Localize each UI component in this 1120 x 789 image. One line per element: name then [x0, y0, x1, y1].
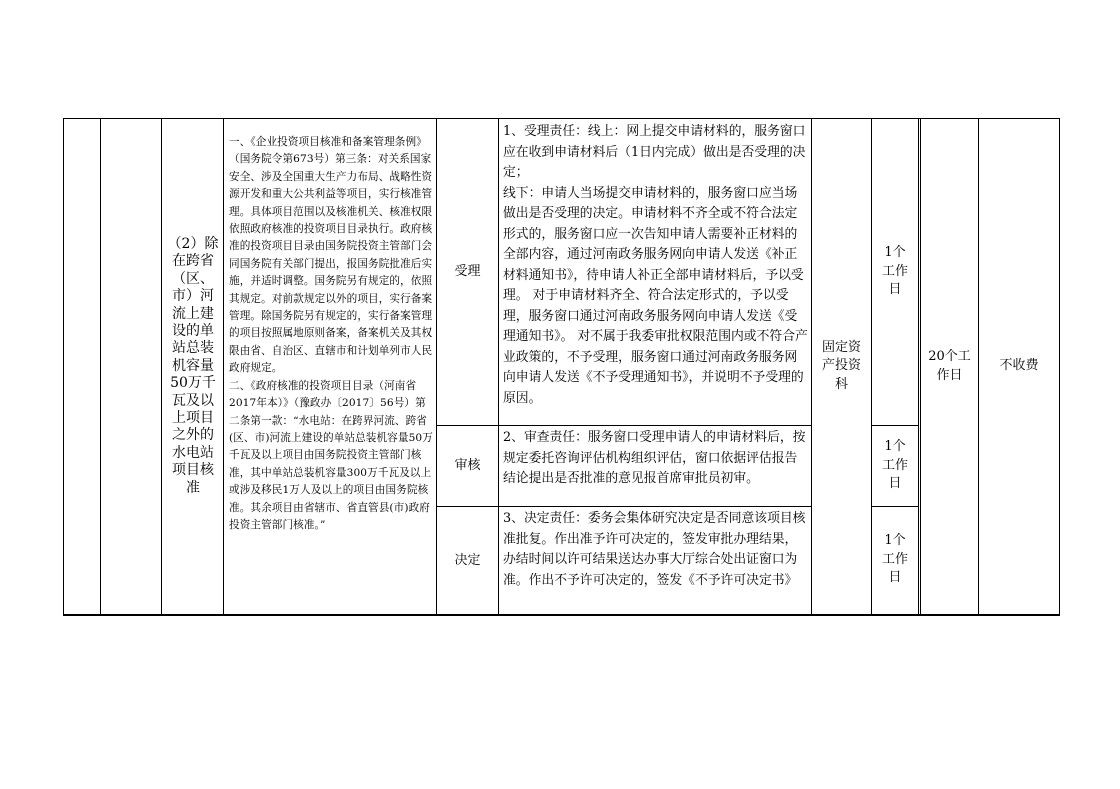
column-divider	[100, 118, 101, 615]
stage-name-decision: 决定	[454, 552, 481, 568]
stage-time-review: 1个 工作 日	[881, 439, 908, 491]
row-divider	[871, 506, 919, 507]
row-divider	[871, 425, 919, 426]
column-divider	[223, 118, 224, 615]
item-name	[166, 118, 220, 615]
item-name-text: （2）除在跨省（区、市）河流上建设的单站总装机容量50万千瓦及以上项目之外的水电站项目核准	[167, 235, 219, 496]
stage-name-review: 审核	[454, 458, 481, 473]
fee-status: 不收费	[999, 358, 1039, 374]
table-border-left	[63, 118, 64, 615]
table-border-right	[1059, 118, 1060, 615]
column-divider	[498, 118, 499, 615]
stage-duty-decision: 3、决定责任：委务会集体研究决定是否同意该项目核准批复。作出准予许可决定的，签发审批办理结果，办结时间以许可结果送达办事大厅综合处出证窗口为准。作出不予许可决定的，签发《不予许可决定书》	[503, 511, 806, 588]
stage-name-accept: 受理	[454, 263, 481, 279]
responsible-office: 固定资 产投资 科	[821, 339, 861, 392]
total-time-limit: 20个工 作日	[928, 349, 971, 383]
column-divider	[918, 118, 919, 615]
column-divider	[161, 118, 162, 615]
stage-time-decision: 1个 工作 日	[881, 533, 908, 585]
stage-duty-review: 2、审查责任：服务窗口受理申请人的申请材料后，按规定委托咨询评估机构组织评估，窗口依据评估报告结论提出是否批准的意见报首席审批员初审。	[503, 430, 806, 486]
legal-basis: 一、《企业投资项目核准和备案管理条例》（国务院令第673号）第三条：对关系国家安全、涉及全国重大生产力布局、战略性资源开发和重大公共利益等项目，实行核准管理。具体项目范围以及核准机关、核准权限依照政府核准的投资项目目录执行。政府核准的投资项目目录由国务院投资主管部门会同国务院有关部门提出，报国务院批准后实施，并适时调整。国务院另有规定的，依照其规定。对前款规定以外的项目，实行备案管理。除国务院另有规定的，实行备案管理的项目按照属地原则备案，备案机关及其权限由省、自治区、直辖市和计划单列市人民政府规定。 二、《政府核准的投资项目目录（河南省2017年本）》（豫政办〔2017〕56号）第二条第一款：“水电站：在跨界河流、跨省(区、市)河流上建设的单站总装机容量50万千瓦及以上项目由国务院投资主管部门核准，其中单站总装机容量300万千瓦及以上或涉及移民1万人及以上的项目由国务院核准。其余项目由省辖市、省直管县(市)政府投资主管部门核准。”	[229, 136, 433, 531]
stage-time-accept: 1个 工作 日	[881, 245, 908, 297]
stage-duty-accept: 1、受理责任：线上：网上提交申请材料的，服务窗口应在收到申请材料后（1日内完成）做出是否受理的决定； 线下：申请人当场提交申请材料的，服务窗口应当场做出是否受理的决定。申请材料不齐全或不符合法定形式的，服务窗口应一次告知申请人需要补正材料的全部内容，通过河南政务服务网向申请人发送《补正材料通知书》，待申请人补正全部申请材料后，予以受理。 对于申请材料齐全、符合法定形式的，予以受理，服务窗口通过河南政务服务网向申请人发送《受理通知书》。 对不属于我委审批权限范围内或不符合产业政策的，不予受理，服务窗口通过河南政务服务网向申请人发送《不予受理通知书》，并说明不予受理的原因。	[503, 124, 808, 406]
approval-table	[63, 118, 1060, 615]
